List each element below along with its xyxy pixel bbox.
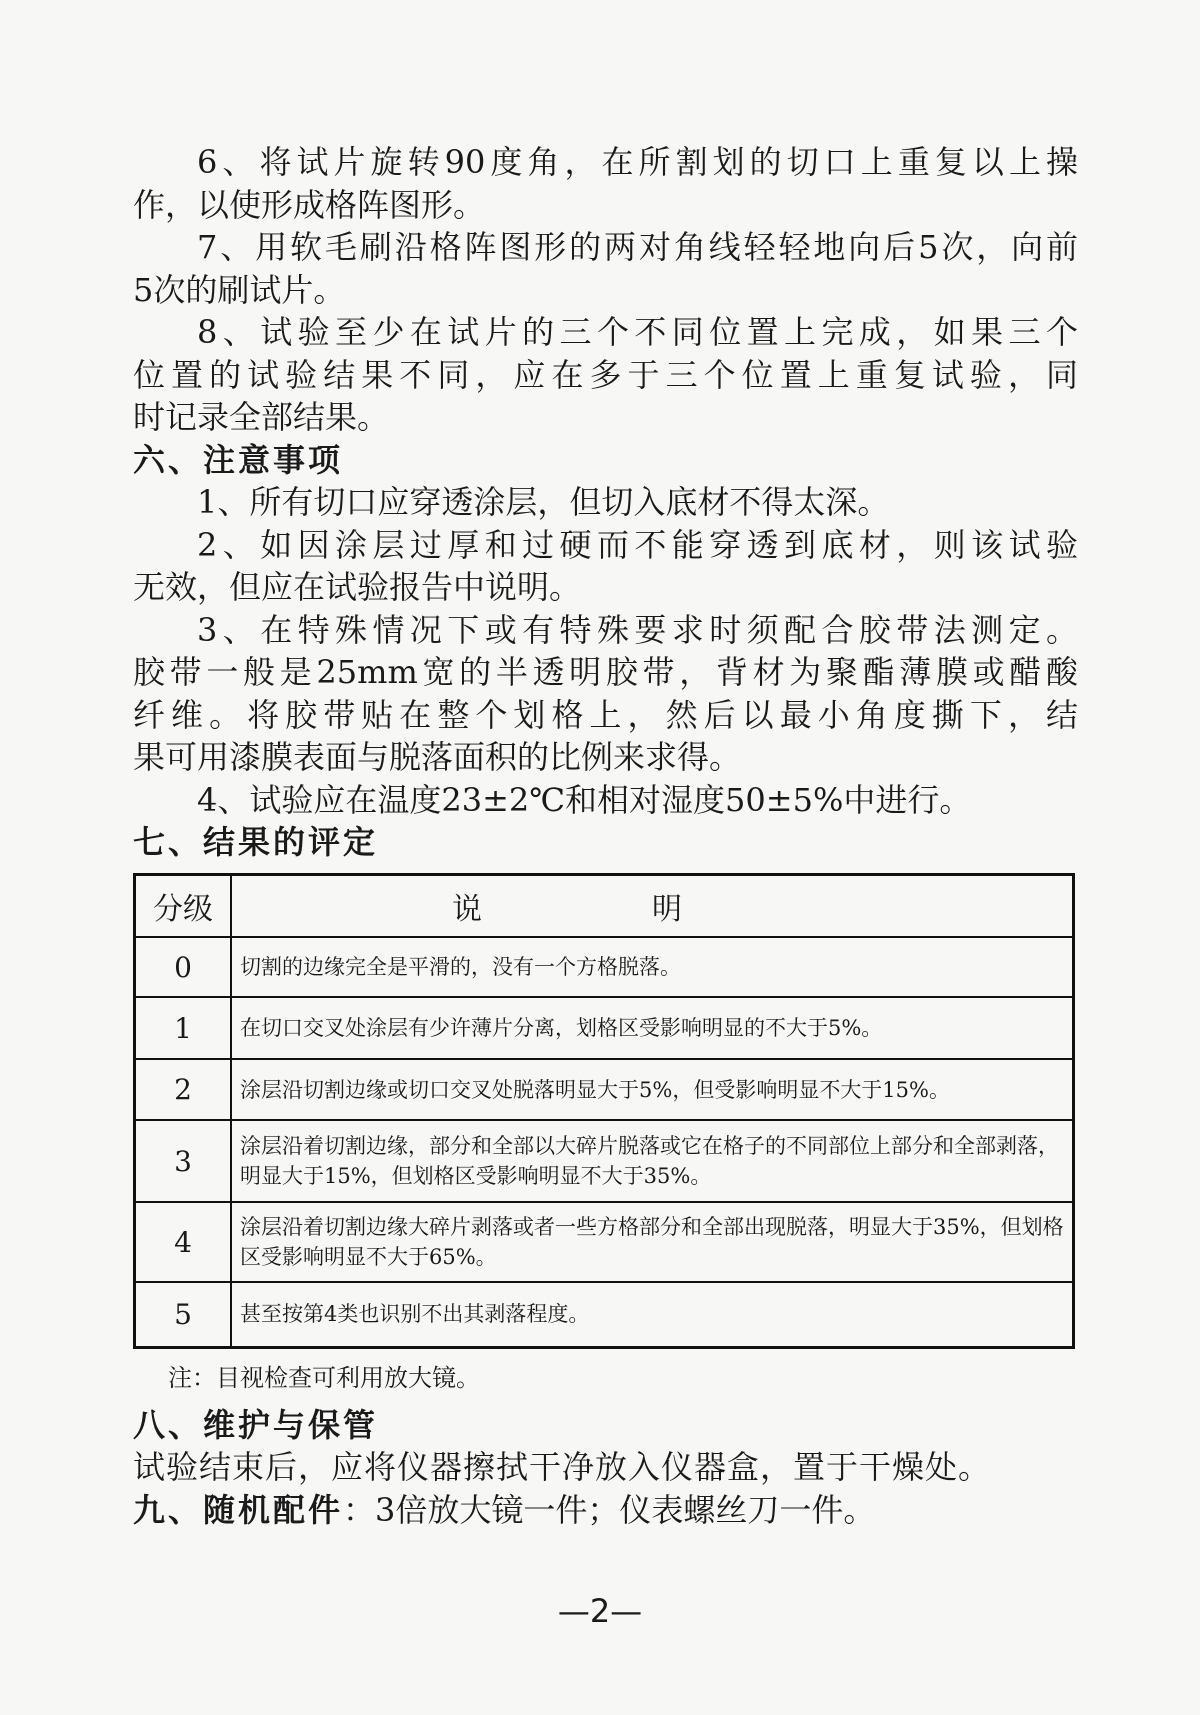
section-8-text: 试验结束后，应将仪器擦拭干净放入仪器盒，置于干燥处。 (133, 1448, 992, 1486)
table-row (135, 1059, 1074, 1120)
grade-cell: 1 (135, 997, 232, 1059)
grade-cell: 0 (135, 937, 232, 997)
description-cell: 甚至按第4类也识别不出其剥落程度。 (231, 1282, 1074, 1347)
page-number: —2— (557, 1592, 643, 1630)
description-cell: 涂层沿着切割边缘大碎片剥落或者一些方格部分和全部出现脱落，明显大于35%，但划格区受影响明显不大于65%。 (231, 1202, 1074, 1282)
table-row (135, 1282, 1074, 1347)
text-line: 胶带一般是25mm宽的半透明胶带，背材为聚酯薄膜或醋酸 (133, 653, 1078, 691)
text-line: 6、将试片旋转90度角，在所割划的切口上重复以上操 (197, 143, 1078, 181)
table-note: 注：目视检查可利用放大镜。 (168, 1364, 480, 1392)
description-cell: 切割的边缘完全是平滑的，没有一个方格脱落。 (231, 937, 1074, 997)
grade-cell: 2 (135, 1059, 232, 1120)
description-cell: 在切口交叉处涂层有少许薄片分离，划格区受影响明显的不大于5%。 (231, 997, 1074, 1059)
text-line: 5次的刷试片。 (133, 270, 346, 309)
section-9-text: ：3倍放大镜一件；仪表螺丝刀一件。 (343, 1491, 876, 1529)
table-row (135, 1202, 1074, 1282)
text-line: 时记录全部结果。 (133, 398, 390, 436)
section-9 (133, 1489, 1078, 1531)
text-line: 7、用软毛刷沿格阵图形的两对角线轻轻地向后5次，向前 (197, 228, 1078, 266)
table-row (135, 937, 1074, 997)
text-line: 无效，但应在试验报告中说明。 (133, 568, 582, 606)
table-row (135, 1120, 1074, 1202)
text-line: 4、试验应在温度23±2℃和相对湿度50±5%中进行。 (197, 780, 972, 819)
section-heading: 六、注意事项 (133, 440, 344, 479)
text-line: 作，以使形成格阵图形。 (133, 185, 486, 224)
section-8-heading: 八、维护与保管 (133, 1406, 379, 1444)
text-line: 纤维。将胶带贴在整个划格上，然后以最小角度撕下，结 (133, 695, 1078, 734)
grade-cell: 5 (135, 1282, 232, 1347)
text-line: 8、试验至少在试片的三个不同位置上完成，如果三个 (197, 313, 1078, 351)
grade-cell: 3 (135, 1120, 232, 1202)
table-row (135, 997, 1074, 1059)
header-grade: 分级 (135, 875, 232, 938)
description-cell: 涂层沿切割边缘或切口交叉处脱落明显大于5%，但受影响明显不大于15%。 (231, 1059, 1074, 1120)
section-heading: 七、结果的评定 (133, 823, 379, 861)
text-line: 位置的试验结果不同，应在多于三个位置上重复试验，同 (133, 355, 1078, 394)
header-description: 说明 (231, 875, 1074, 938)
text-line: 1、所有切口应穿透涂层，但切入底材不得太深。 (197, 483, 890, 521)
section-9-heading: 九、随机配件 (133, 1491, 344, 1529)
grade-cell: 4 (135, 1202, 232, 1282)
text-line: 2、如因涂层过厚和过硬而不能穿透到底材，则该试验 (197, 525, 1078, 564)
text-line: 果可用漆膜表面与脱落面积的比例来求得。 (133, 738, 742, 776)
description-cell: 涂层沿着切割边缘，部分和全部以大碎片脱落或它在格子的不同部位上部分和全部剥落，明显大于15%，但划格区受影响明显不大于35%。 (231, 1120, 1074, 1202)
text-line: 3、在特殊情况下或有特殊要求时须配合胶带法测定。 (197, 610, 1078, 649)
rating-table (133, 873, 1075, 1349)
